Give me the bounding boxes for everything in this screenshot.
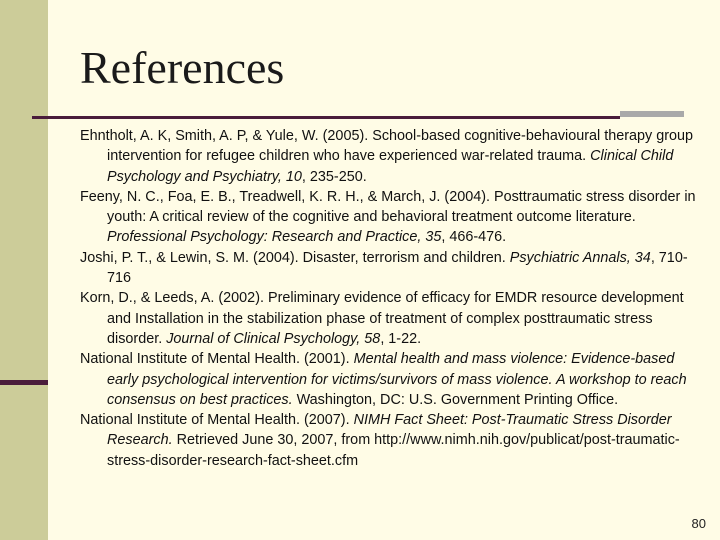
page-number: 80: [691, 516, 706, 531]
reference-item: Feeny, N. C., Foa, E. B., Treadwell, K. R. H., & March, J. (2004). Posttraumatic stress disorder in youth: A critical review of the cognitive and behavioral treatment outcome literature. Professional Psychology: Research and Practice, 35, 466-476.: [80, 188, 696, 246]
reference-item: Ehntholt, A. K, Smith, A. P, & Yule, W. (2005). School-based cognitive-behavioural therapy group intervention for refugee children who have experienced war-related trauma. Clinical Child Psychology and Psychiatry, 10, 235-250.: [80, 128, 694, 185]
reference-item: National Institute of Mental Health. (2001). Mental health and mass violence: Evidence-based early psychological intervention for victims/survivors of mass violence. A workshop to reach consensus on best practices. Washington, DC: U.S. Government Printing Office.: [80, 351, 687, 408]
title-underline: [32, 116, 620, 119]
reference-item: National Institute of Mental Health. (2007). NIMH Fact Sheet: Post-Traumatic Stress Disorder Research. Retrieved June 30, 2007, from http://www.nimh.nih.gov/publicat/post-traumatic-stress-disorder-research-fact-sheet.cfm: [80, 412, 680, 469]
title-underline-end: [620, 111, 684, 117]
reference-item: Korn, D., & Leeds, A. (2002). Preliminary evidence of efficacy for EMDR resource development and Installation in the stabilization phase of treatment of complex posttraumatic stress disorder. Journal of Clinical Psychology, 58, 1-22.: [80, 290, 684, 347]
left-bar-accent: [0, 380, 48, 385]
reference-item: Joshi, P. T., & Lewin, S. M. (2004). Disaster, terrorism and children. Psychiatric Annals, 34, 710-716: [80, 249, 688, 287]
slide-title: References: [80, 42, 285, 93]
left-decorative-bar: [0, 0, 48, 540]
reference-list: [80, 126, 696, 471]
